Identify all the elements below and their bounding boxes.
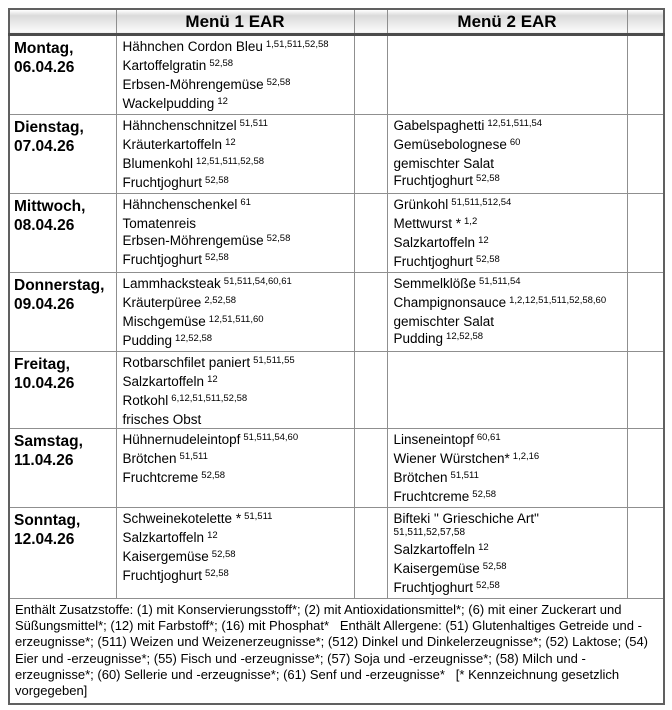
dish-name: Fruchtcreme	[122, 470, 199, 485]
additives-sup: 51,511	[450, 469, 479, 481]
dish	[123, 313, 353, 332]
spacer-cell	[627, 273, 664, 352]
additives-sup: 12	[478, 234, 489, 246]
dish	[123, 95, 353, 114]
dish-name: Hühnernudeleintopf	[122, 432, 241, 447]
menu2-cell	[387, 194, 627, 273]
additives-sup: 52,58	[476, 579, 500, 591]
table-row	[9, 194, 664, 273]
dish	[394, 155, 626, 172]
menu2-cell	[387, 273, 627, 352]
menu-table-body	[9, 35, 664, 599]
menu2-cell	[387, 429, 627, 508]
additives-sup: 12,52,58	[446, 330, 484, 342]
dish	[123, 215, 353, 232]
additives-sup: 52,58	[476, 172, 500, 184]
day-cell	[9, 194, 116, 273]
dish	[123, 373, 353, 392]
spacer-cell	[354, 508, 387, 599]
day-name: Donnerstag,	[14, 277, 105, 294]
dish-name: Blumenkohl	[122, 156, 194, 171]
table-row	[9, 115, 664, 194]
dish	[394, 136, 626, 155]
day-cell	[9, 429, 116, 508]
menu1-cell	[116, 508, 354, 599]
dish	[123, 510, 353, 529]
dish	[394, 579, 626, 598]
day-name: Samstag,	[14, 433, 83, 450]
additives-sup: 52,58	[205, 567, 229, 579]
additives-sup: 52,58	[472, 488, 497, 500]
dish	[394, 275, 626, 294]
spacer-cell	[627, 508, 664, 599]
dish-name: Wiener Würstchen*	[393, 451, 510, 466]
header-spacer-2	[627, 9, 664, 35]
dish-name: Hähnchenschenkel	[122, 197, 238, 212]
dish-name: Gemüsebolognese	[393, 137, 507, 152]
dish-name: gemischter Salat	[393, 156, 495, 171]
menu2-cell	[387, 352, 627, 429]
menu2-cell	[387, 115, 627, 194]
dish	[123, 294, 353, 313]
additives-sup: 52,58	[201, 469, 226, 481]
menu2-cell	[387, 35, 627, 115]
dish	[394, 234, 626, 253]
dish-name: Kräuterpüree	[122, 295, 202, 310]
additives-sup: 12,52,58	[175, 332, 213, 344]
table-row	[9, 352, 664, 429]
additives-sup: 52,58	[211, 548, 236, 560]
day-date: 10.04.26	[14, 375, 75, 392]
dish-name: Fruchtcreme	[393, 489, 470, 504]
legend-text: Enthält Zusatzstoffe: (1) mit Konservierungsstoff*; (2) mit Antioxidationsmittel*; (6) mit einer Zuckerart und Süßungsmittel*; (12) mit Farbstoff*; (16) mit Phosphat* Enthält Allergene: (51) Glutenhaltiges Getreide und -erzeugnisse*; (511) Weizen und Weizenerzeugnisse*; (512) Dinkel und Dinkelerzeugnisse*; (52) Laktose; (54) Eier und -erzeugnisse*; (55) Fisch und -erzeugnisse*; (57) Soja und -erzeugnisse*; (58) Milch und -erzeugnisse*; (60) Sellerie und -erzeugnisse*; (61) Senf und -erzeugnisse* [* Kennzeichnung gesetzlich vorgegeben]	[9, 599, 664, 705]
dish	[123, 354, 353, 373]
additives-sup: 52,58	[266, 76, 291, 88]
dish	[123, 136, 353, 155]
dish	[123, 174, 353, 193]
dish-name: Rotkohl	[122, 393, 169, 408]
dish-name: Tomatenreis	[122, 216, 197, 231]
dish	[394, 196, 626, 215]
additives-sup: 2,52,58	[204, 294, 237, 306]
table-row	[9, 429, 664, 508]
dish-name: Wackelpudding	[122, 96, 215, 111]
dish	[123, 332, 353, 351]
additives-sup: 51,511,512,54	[451, 196, 512, 208]
additives-sup: 52,58	[205, 174, 229, 186]
dish-name: Erbsen-Möhrengemüse	[122, 233, 264, 248]
additives-sup: 1,2,12,51,511,52,58,60	[509, 294, 607, 306]
dish	[394, 541, 626, 560]
dish-name: Kaisergemüse	[393, 561, 480, 576]
day-date: 06.04.26	[14, 59, 75, 76]
dish	[123, 469, 353, 488]
dish	[394, 330, 626, 349]
additives-sup: 12,51,511,54	[487, 117, 543, 129]
spacer-cell	[627, 194, 664, 273]
dish-name: Kartoffelgratin	[122, 58, 207, 73]
dish-name: Erbsen-Möhrengemüse	[122, 77, 264, 92]
dish	[394, 431, 626, 450]
menu1-cell	[116, 273, 354, 352]
day-cell	[9, 508, 116, 599]
spacer-cell	[354, 273, 387, 352]
dish-name: Fruchtjoghurt	[122, 175, 203, 190]
dish	[123, 38, 353, 57]
additives-sup: 51,511	[239, 117, 268, 129]
dish-name: Brötchen	[393, 470, 448, 485]
dish-name: Salzkartoffeln	[393, 235, 476, 250]
day-date: 08.04.26	[14, 217, 75, 234]
menu1-cell	[116, 429, 354, 508]
table-row	[9, 508, 664, 599]
additives-sup: 12	[207, 373, 218, 385]
additives-sup: 52,58	[266, 232, 291, 244]
dish-name: Pudding	[393, 331, 444, 346]
spacer-cell	[354, 429, 387, 508]
dish-name: Pudding	[122, 333, 173, 348]
dish	[123, 251, 353, 270]
day-cell	[9, 115, 116, 194]
menu-table	[8, 8, 665, 705]
dish-name: Hähnchenschnitzel	[122, 118, 237, 133]
day-name: Montag,	[14, 40, 74, 57]
additives-sup: 61	[240, 196, 251, 208]
day-date: 12.04.26	[14, 531, 75, 548]
dish-name: Semmelklöße	[393, 276, 477, 291]
table-row	[9, 35, 664, 115]
header-day-cell	[9, 9, 116, 35]
dish	[123, 567, 353, 586]
dish	[394, 294, 626, 313]
spacer-cell	[627, 429, 664, 508]
dish	[123, 392, 353, 411]
dish	[123, 548, 353, 567]
dish-name: gemischter Salat	[393, 314, 495, 329]
dish	[394, 172, 626, 191]
menu1-cell	[116, 35, 354, 115]
menu1-cell	[116, 115, 354, 194]
header-menu1-label: Menü 1 EAR	[116, 9, 354, 35]
additives-sup: 1,2,16	[512, 450, 540, 462]
day-date: 11.04.26	[14, 452, 74, 469]
day-name: Dienstag,	[14, 119, 84, 136]
additives-sup: 51,511,54,60,61	[223, 275, 292, 287]
dish-name: Bifteki " Grieschiche Art"	[393, 511, 539, 526]
additives-sup: 52,58	[476, 253, 500, 265]
spacer-cell	[354, 115, 387, 194]
dish	[123, 76, 353, 95]
dish-name: Grünkohl	[393, 197, 449, 212]
dish	[123, 431, 353, 450]
additives-sup: 12	[225, 136, 236, 148]
dish-name: Kaisergemüse	[122, 549, 209, 564]
day-cell	[9, 352, 116, 429]
dish	[394, 313, 626, 330]
spacer-cell	[627, 35, 664, 115]
dish	[394, 469, 626, 488]
additives-sup: 12	[478, 541, 489, 553]
menu1-cell	[116, 194, 354, 273]
menu2-cell	[387, 508, 627, 599]
additives-sup: 12	[207, 529, 218, 541]
dish-name: Rotbarschfilet paniert	[122, 355, 251, 370]
additives-sup: 51,511	[179, 450, 208, 462]
dish-name: Champignonsauce	[393, 295, 507, 310]
additives-sup: 51,511,54	[479, 275, 521, 287]
additives-sup: 52,58	[482, 560, 507, 572]
additives-sup: 12	[217, 95, 228, 107]
dish-name: Hähnchen Cordon Bleu	[122, 39, 263, 54]
day-name: Mittwoch,	[14, 198, 86, 215]
dish-name: Fruchtjoghurt	[393, 254, 474, 269]
additives-sup: 1,2	[464, 215, 478, 227]
spacer-cell	[627, 115, 664, 194]
dish	[123, 57, 353, 76]
table-row	[9, 273, 664, 352]
day-date: 09.04.26	[14, 296, 75, 313]
additives-sup: 51,511	[244, 510, 273, 522]
dish	[123, 232, 353, 251]
dish-name: Fruchtjoghurt	[393, 580, 474, 595]
spacer-cell	[354, 194, 387, 273]
day-name: Freitag,	[14, 356, 70, 373]
additives-sup: 51,511,52,57,58	[393, 527, 466, 538]
dish-name: Schweinekotelette *	[122, 511, 242, 526]
additives-sup: 51,511,54,60	[243, 431, 299, 443]
dish-name: Salzkartoffeln	[393, 542, 476, 557]
dish-name: Gabelspaghetti	[393, 118, 485, 133]
additives-sup: 6,12,51,511,52,58	[171, 392, 248, 404]
dish	[394, 488, 626, 507]
dish	[394, 253, 626, 272]
additives-sup: 52,58	[205, 251, 229, 263]
dish-name: Salzkartoffeln	[122, 374, 205, 389]
dish	[123, 155, 353, 174]
dish	[123, 196, 353, 215]
day-cell	[9, 35, 116, 115]
dish-name: Lammhacksteak	[122, 276, 221, 291]
additives-sup: 60	[509, 136, 521, 148]
spacer-cell	[627, 352, 664, 429]
dish-name: Brötchen	[122, 451, 177, 466]
header-menu2-label: Menü 2 EAR	[387, 9, 627, 35]
day-name: Sonntag,	[14, 512, 81, 529]
dish-name: Mischgemüse	[122, 314, 206, 329]
dish	[123, 529, 353, 548]
dish	[123, 275, 353, 294]
additives-sup: 60,61	[476, 431, 501, 443]
dish-name: Salzkartoffeln	[122, 530, 205, 545]
dish-name: Fruchtjoghurt	[122, 252, 203, 267]
dish	[123, 450, 353, 469]
additives-sup: 51,511,55	[253, 354, 295, 366]
additives-sup: 12,51,511,52,58	[196, 155, 265, 167]
additives-sup: 12,51,511,60	[208, 313, 264, 325]
header-row	[9, 9, 664, 35]
dish-name: Mettwurst *	[393, 216, 462, 231]
dish-name: Fruchtjoghurt	[122, 568, 203, 583]
dish	[394, 450, 626, 469]
header-spacer-1	[354, 9, 387, 35]
dish	[394, 215, 626, 234]
dish	[394, 560, 626, 579]
legend-row	[9, 599, 664, 705]
spacer-cell	[354, 35, 387, 115]
additives-sup: 52,58	[209, 57, 234, 69]
dish	[394, 117, 626, 136]
dish	[123, 411, 353, 428]
day-cell	[9, 273, 116, 352]
dish-name: Kräuterkartoffeln	[122, 137, 223, 152]
menu1-cell	[116, 352, 354, 429]
additives-sup: 1,51,511,52,58	[265, 38, 329, 50]
dish-name: Linseneintopf	[393, 432, 474, 447]
dish-name: Fruchtjoghurt	[393, 173, 474, 188]
dish-name: frisches Obst	[122, 412, 202, 427]
spacer-cell	[354, 352, 387, 429]
dish	[394, 510, 626, 541]
dish	[123, 117, 353, 136]
day-date: 07.04.26	[14, 138, 75, 155]
